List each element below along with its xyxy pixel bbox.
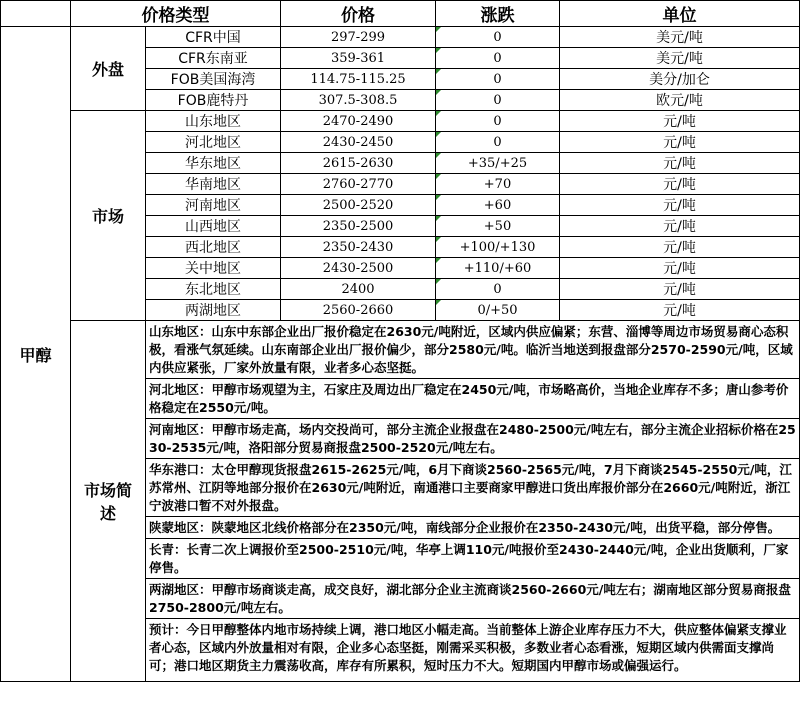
category-label: 甲醇 — [1, 27, 71, 682]
header-price: 价格 — [281, 1, 436, 27]
row-change-value: 0 — [493, 134, 502, 150]
note-marker-icon — [436, 174, 441, 179]
row-change — [436, 27, 560, 48]
row-unit: 美分/加仑 — [560, 69, 800, 90]
summary-row — [1, 321, 800, 682]
row-name: 华南地区 — [146, 174, 281, 195]
row-unit: 元/吨 — [560, 111, 800, 132]
row-name: 河南地区 — [146, 195, 281, 216]
row-change-value: +35/+25 — [467, 155, 528, 171]
row-unit: 欧元/吨 — [560, 90, 800, 111]
row-unit: 元/吨 — [560, 195, 800, 216]
row-change-value: 0/+50 — [477, 302, 518, 318]
row-name: 两湖地区 — [146, 300, 281, 321]
summary-paragraph: 河北地区：甲醇市场观望为主，石家庄及周边出厂稳定在2450元/吨，市场略高价，当地企业库存不多；唐山参考价格稳定在2550元/吨。 — [146, 379, 799, 419]
row-name: CFR中国 — [146, 27, 281, 48]
header-row — [1, 1, 800, 27]
row-change — [436, 48, 560, 69]
row-change — [436, 237, 560, 258]
summary-paragraph: 预计：今日甲醇整体内地市场持续上调，港口地区小幅走高。当前整体上游企业库存压力不大，供应整体偏紧支撑业者心态，区域内外放量相对有限，企业多心态坚挺，刚需采买积极，多数业者心态看涨，短期区域内供需面支撑尚可；港口地区期货主力震荡收高，库存有所累积，短时压力不大。短期国内甲醇市场或偏强运行。 — [149, 622, 787, 673]
row-unit: 元/吨 — [560, 237, 800, 258]
note-marker-icon — [436, 237, 441, 242]
row-change — [436, 90, 560, 111]
row-unit: 元/吨 — [560, 258, 800, 279]
row-name: 华东地区 — [146, 153, 281, 174]
row-name: CFR东南亚 — [146, 48, 281, 69]
note-marker-icon — [436, 90, 441, 95]
row-change — [436, 132, 560, 153]
row-change-value: +60 — [483, 197, 512, 213]
foreign-label: 外盘 — [71, 27, 146, 111]
row-change-value: +50 — [483, 218, 512, 234]
row-change-value: 0 — [493, 113, 502, 129]
row-price: 2500-2520 — [281, 195, 436, 216]
note-marker-icon — [436, 279, 441, 284]
summary-paragraph: 山东地区：山东中东部企业出厂报价稳定在2630元/吨附近，区域内供应偏紧；东营、淄博等周边市场贸易商心态积极，看涨气氛延续。山东南部企业出厂报价偏少，部分2580元/吨。临沂当地送到报盘部分2570-2590元/吨，区域内供应紧张，厂家外放量有限，业者多心态坚挺。 — [146, 321, 799, 379]
row-unit: 元/吨 — [560, 300, 800, 321]
row-name: FOB美国海湾 — [146, 69, 281, 90]
row-unit: 元/吨 — [560, 132, 800, 153]
row-change — [436, 258, 560, 279]
row-change-value: 0 — [493, 281, 502, 297]
summary-paragraph: 两湖地区：甲醇市场商谈走高，成交良好，湖北部分企业主流商谈2560-2660元/吨左右；湖南地区部分贸易商报盘2750-2800元/吨左右。 — [146, 579, 799, 619]
summary-paragraph: 长青：长青二次上调报价至2500-2510元/吨，华亭上调110元/吨报价至2430-2440元/吨，企业出货顺利，厂家停售。 — [146, 539, 799, 579]
row-name: FOB鹿特丹 — [146, 90, 281, 111]
row-change-value: +110/+60 — [463, 260, 532, 276]
row-change — [436, 174, 560, 195]
header-blank — [1, 1, 71, 27]
header-change: 涨跌 — [436, 1, 560, 27]
row-change — [436, 153, 560, 174]
note-marker-icon — [436, 258, 441, 263]
header-unit: 单位 — [560, 1, 800, 27]
note-marker-icon — [436, 132, 441, 137]
row-price: 297-299 — [281, 27, 436, 48]
row-change — [436, 279, 560, 300]
row-change — [436, 111, 560, 132]
row-name: 东北地区 — [146, 279, 281, 300]
row-change — [436, 300, 560, 321]
row-unit: 元/吨 — [560, 174, 800, 195]
note-marker-icon — [436, 27, 441, 32]
row-change-value: 0 — [493, 29, 502, 45]
market-label: 市场 — [71, 111, 146, 321]
row-price: 114.75-115.25 — [281, 69, 436, 90]
summary-paragraph: 华东港口：太仓甲醇现货报盘2615-2625元/吨，6月下商谈2560-2565元/吨，7月下商谈2545-2550元/吨，江苏常州、江阴等地部分报价在2630元/吨附近，南通港口主要商家甲醇进口货出库报价部分在2660元/吨附近，浙江宁波港口暂不对外报盘。 — [146, 459, 799, 517]
note-marker-icon — [436, 69, 441, 74]
note-marker-icon — [436, 216, 441, 221]
row-price: 359-361 — [281, 48, 436, 69]
foreign-row — [1, 27, 800, 48]
row-price: 2430-2500 — [281, 258, 436, 279]
row-price: 2400 — [281, 279, 436, 300]
row-change — [436, 69, 560, 90]
row-unit: 元/吨 — [560, 153, 800, 174]
row-name: 山东地区 — [146, 111, 281, 132]
summary-label: 市场简述 — [71, 321, 146, 682]
note-marker-icon — [436, 111, 441, 116]
note-marker-icon — [436, 300, 441, 305]
row-price: 2350-2500 — [281, 216, 436, 237]
row-price: 2560-2660 — [281, 300, 436, 321]
row-price: 307.5-308.5 — [281, 90, 436, 111]
row-unit: 元/吨 — [560, 279, 800, 300]
note-marker-icon — [436, 195, 441, 200]
row-name: 山西地区 — [146, 216, 281, 237]
row-change-value: 0 — [493, 92, 502, 108]
row-price: 2430-2450 — [281, 132, 436, 153]
summary-paragraph: 河南地区：甲醇市场走高，场内交投尚可，部分主流企业报盘在2480-2500元/吨左右，部分主流企业招标价格在2530-2535元/吨，洛阳部分贸易商报盘2500-2520元/吨左右。 — [146, 419, 799, 459]
note-marker-icon — [436, 48, 441, 53]
market-row — [1, 111, 800, 132]
row-unit: 元/吨 — [560, 216, 800, 237]
row-name: 西北地区 — [146, 237, 281, 258]
row-change — [436, 216, 560, 237]
row-unit: 美元/吨 — [560, 48, 800, 69]
row-unit: 美元/吨 — [560, 27, 800, 48]
header-price-type: 价格类型 — [71, 1, 281, 27]
summary-paragraph: 陕蒙地区：陕蒙地区北线价格部分在2350元/吨，南线部分企业报价在2350-2430元/吨，出货平稳，部分停售。 — [146, 517, 799, 539]
row-price: 2470-2490 — [281, 111, 436, 132]
row-price: 2615-2630 — [281, 153, 436, 174]
summary-cell — [146, 321, 800, 682]
row-change — [436, 195, 560, 216]
row-name: 关中地区 — [146, 258, 281, 279]
row-change-value: 0 — [493, 71, 502, 87]
row-change-value: 0 — [493, 50, 502, 66]
row-change-value: +70 — [483, 176, 512, 192]
note-marker-icon — [436, 153, 441, 158]
row-change-value: +100/+130 — [459, 239, 536, 255]
row-price: 2760-2770 — [281, 174, 436, 195]
row-price: 2350-2430 — [281, 237, 436, 258]
row-name: 河北地区 — [146, 132, 281, 153]
